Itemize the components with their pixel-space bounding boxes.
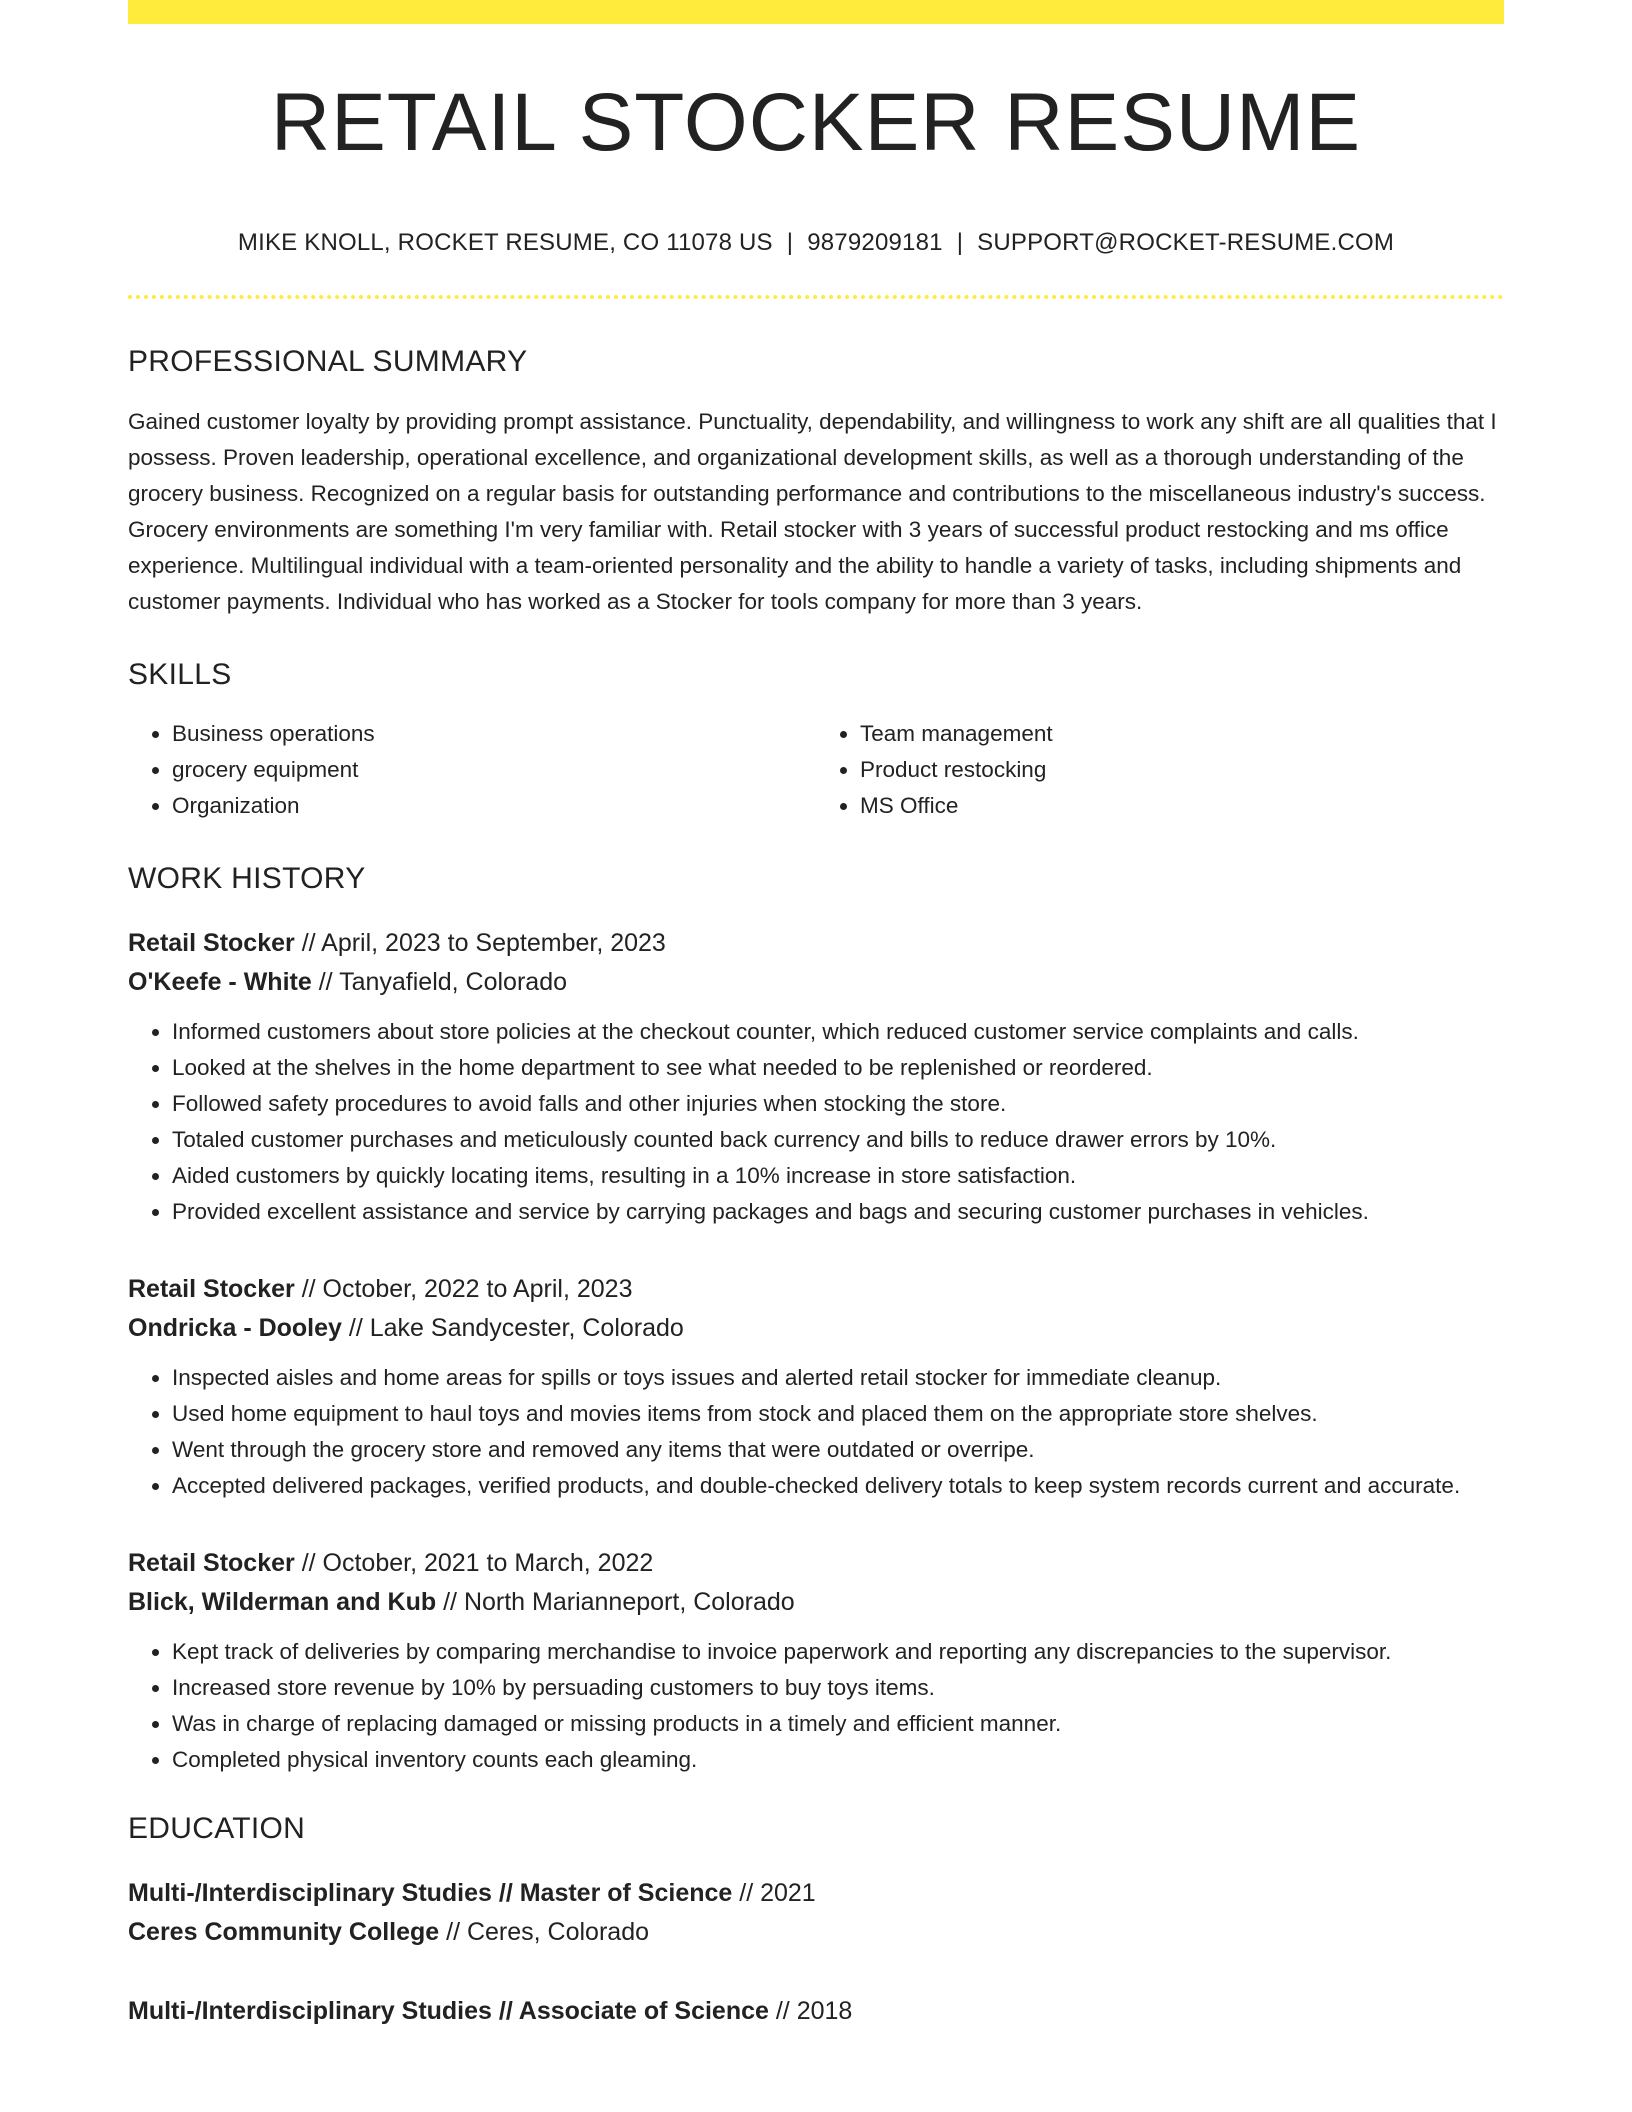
job-company: O'Keefe - White xyxy=(128,968,312,996)
job-title: Retail Stocker xyxy=(128,1275,295,1303)
job-dates: // April, 2023 to September, 2023 xyxy=(294,929,666,957)
education-entry xyxy=(128,1992,1504,2031)
contact-address: MIKE KNOLL, ROCKET RESUME, CO 11078 US xyxy=(237,229,773,256)
job-company-line xyxy=(128,1583,1504,1622)
job-bullet: • Completed physical inventory counts each gleaming. xyxy=(172,1742,1504,1778)
job-company: Ondricka - Dooley xyxy=(128,1314,342,1342)
job-bullet: • Informed customers about store policies at the checkout counter, which reduced customer service complaints and calls. xyxy=(172,1014,1504,1050)
job-title-line xyxy=(128,1270,1504,1309)
education-degree-line xyxy=(128,1992,1504,2031)
job-title: Retail Stocker xyxy=(128,929,295,957)
contact-email: SUPPORT@ROCKET-RESUME.COM xyxy=(977,229,1395,256)
job-company-line xyxy=(128,1309,1504,1348)
job-bullet: • Was in charge of replacing damaged or missing products in a timely and efficient manner. xyxy=(172,1706,1504,1742)
job-company-line xyxy=(128,963,1504,1002)
contact-separator: | xyxy=(786,229,794,256)
job-location: // Lake Sandycester, Colorado xyxy=(341,1314,684,1342)
education-year: // 2021 xyxy=(732,1879,816,1907)
job-title-line xyxy=(128,924,1504,963)
job-bullet: • Followed safety procedures to avoid falls and other injuries when stocking the store. xyxy=(172,1086,1504,1122)
skill-item: • Team management xyxy=(860,716,1504,752)
skill-item: • grocery equipment xyxy=(172,752,816,788)
job-entry xyxy=(128,924,1504,1230)
skills-heading: SKILLS xyxy=(128,658,232,691)
education-degree-line xyxy=(128,1874,1504,1913)
work-history-heading: WORK HISTORY xyxy=(128,862,366,895)
skill-item: • MS Office xyxy=(860,788,1504,824)
job-bullet: • Increased store revenue by 10% by persuading customers to buy toys items. xyxy=(172,1670,1504,1706)
job-bullet: • Looked at the shelves in the home department to see what needed to be replenished or reordered. xyxy=(172,1050,1504,1086)
education-degree: Multi-/Interdisciplinary Studies // Associate of Science xyxy=(128,1997,769,2025)
job-title: Retail Stocker xyxy=(128,1549,295,1577)
education-entry xyxy=(128,1874,1504,1952)
contact-separator: | xyxy=(956,229,964,256)
job-bullet: • Totaled customer purchases and meticulously counted back currency and bills to reduce drawer errors by 10%. xyxy=(172,1122,1504,1158)
contact-line xyxy=(128,229,1504,257)
job-dates: // October, 2022 to April, 2023 xyxy=(294,1275,633,1303)
education-school: Ceres Community College xyxy=(128,1918,440,1946)
header-divider xyxy=(128,295,1504,299)
job-bullet: • Provided excellent assistance and service by carrying packages and bags and securing customer purchases in vehicles. xyxy=(172,1194,1504,1230)
summary-heading: PROFESSIONAL SUMMARY xyxy=(128,345,528,378)
job-location: // Tanyafield, Colorado xyxy=(311,968,567,996)
job-company: Blick, Wilderman and Kub xyxy=(128,1588,437,1616)
skill-item: • Product restocking xyxy=(860,752,1504,788)
summary-text: Gained customer loyalty by providing prompt assistance. Punctuality, dependability, and willingness to work any shift are all qualities that I possess. Proven leadership, operational excellence, and organizational development skills, as well as a thorough understanding of the grocery business. Recognized on a regular basis for outstanding performance and contributions to the miscellaneous industry's success. Grocery environments are something I'm very familiar with. Retail stocker with 3 years of successful product restocking and ms office experience. Multilingual individual with a team-oriented personality and the ability to handle a variety of tasks, including shipments and customer payments. Individual who has worked as a Stocker for tools company for more than 3 years. xyxy=(128,409,1497,614)
top-accent-bar xyxy=(128,0,1504,24)
job-dates: // October, 2021 to March, 2022 xyxy=(294,1549,654,1577)
education-heading: EDUCATION xyxy=(128,1812,306,1845)
job-entry xyxy=(128,1270,1504,1504)
job-location: // North Marianneport, Colorado xyxy=(436,1588,795,1616)
skills-column-left xyxy=(128,716,816,824)
skills-column-right xyxy=(816,716,1504,824)
education-school-line xyxy=(128,1913,1504,1952)
job-entry xyxy=(128,1544,1504,1778)
education-year: // 2018 xyxy=(768,1997,853,2025)
job-bullet: • Kept track of deliveries by comparing merchandise to invoice paperwork and reporting any discrepancies to the supervisor. xyxy=(172,1634,1504,1670)
job-bullet: • Inspected aisles and home areas for spills or toys issues and alerted retail stocker for immediate cleanup. xyxy=(172,1360,1504,1396)
job-bullets xyxy=(128,1014,1504,1230)
job-bullet: • Went through the grocery store and removed any items that were outdated or overripe. xyxy=(172,1432,1504,1468)
job-bullet: • Used home equipment to haul toys and movies items from stock and placed them on the appropriate store shelves. xyxy=(172,1396,1504,1432)
skills-list xyxy=(128,716,1504,824)
skill-item: • Organization xyxy=(172,788,816,824)
job-title-line xyxy=(128,1544,1504,1583)
job-bullet: • Accepted delivered packages, verified products, and double-checked delivery totals to keep system records current and accurate. xyxy=(172,1468,1504,1504)
job-bullets xyxy=(128,1360,1504,1504)
job-bullet: • Aided customers by quickly locating items, resulting in a 10% increase in store satisfaction. xyxy=(172,1158,1504,1194)
education-degree: Multi-/Interdisciplinary Studies // Master of Science xyxy=(128,1879,733,1907)
skill-item: • Business operations xyxy=(172,716,816,752)
page-title: RETAIL STOCKER RESUME xyxy=(270,77,1362,168)
education-location: // Ceres, Colorado xyxy=(439,1918,650,1946)
job-bullets xyxy=(128,1634,1504,1778)
resume-page xyxy=(128,0,1504,2031)
contact-phone: 9879209181 xyxy=(807,229,943,256)
